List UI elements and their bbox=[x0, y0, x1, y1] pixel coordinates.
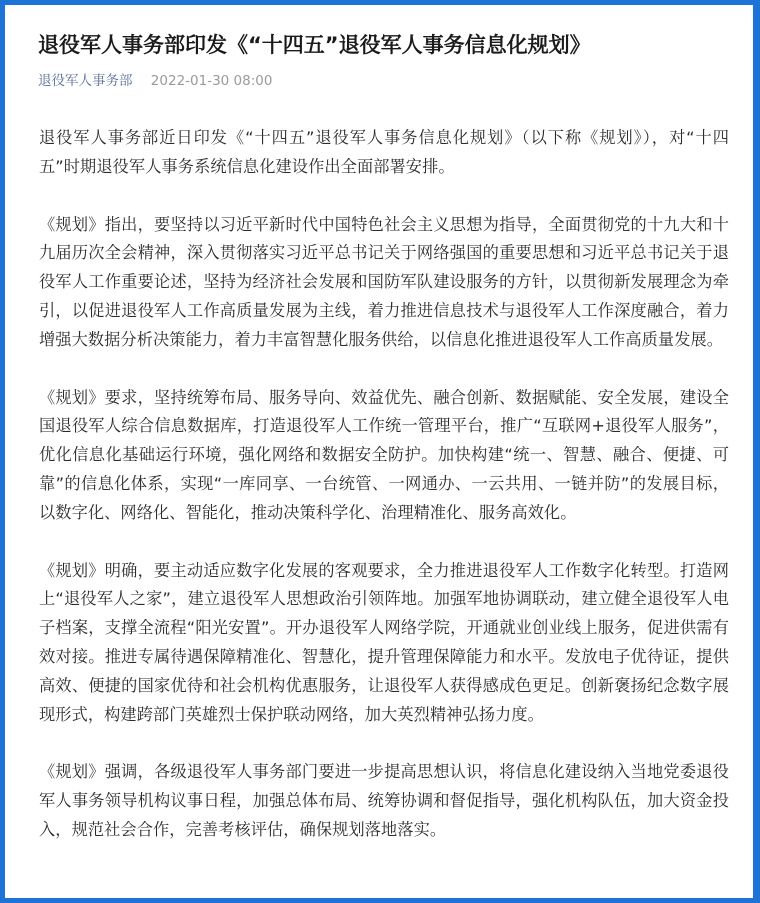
article-card bbox=[5, 5, 753, 898]
article-meta bbox=[38, 71, 272, 91]
paragraph-implementation: 《规划》强调，各级退役军人事务部门要进一步提高思想认识，将信息化建设纳入当地党委退役军人事务领导机构议事日程，加强总体布局、统筹协调和督促指导，强化机构队伍，加大资金投入，规范社会合作，完善考核评估，确保规划落地落实。 bbox=[39, 762, 729, 839]
article-title: 退役军人事务部印发《“十四五”退役军人事务信息化规划》 bbox=[38, 33, 591, 57]
paragraph-guiding-principles: 《规划》指出，要坚持以习近平新时代中国特色社会主义思想为指导，全面贯彻党的十九大和十九届历次全会精神，深入贯彻落实习近平总书记关于网络强国的重要思想和习近平总书记关于退役军人工作重要论述，坚持为经济社会发展和国防军队建设服务的方针，以贯彻新发展理念为牵引，以促进退役军人工作高质量发展为主线，着力推进信息技术与退役军人工作深度融合，着力增强大数据分析决策能力，着力丰富智慧化服务供给，以信息化推进退役军人工作高质量发展。 bbox=[39, 214, 729, 349]
paragraph-intro: 退役军人事务部近日印发《“十四五”退役军人事务信息化规划》（以下称《规划》），对“十四五”时期退役军人事务系统信息化建设作出全面部署安排。 bbox=[39, 128, 729, 176]
paragraph-requirements: 《规划》要求，坚持统筹布局、服务导向、效益优先、融合创新、数据赋能、安全发展，建设全国退役军人综合信息数据库，打造退役军人工作统一管理平台，推广“互联网+退役军人服务”，优化信息化基础运行环境，强化网络和数据安全防护。加快构建“统一、智慧、融合、便捷、可靠”的信息化体系，实现“一库同享、一台统管、一网通办、一云共用、一链并防”的发展目标，以数字化、网络化、智能化，推动决策科学化、治理精准化、服务高效化。 bbox=[39, 387, 729, 522]
paragraph-key-tasks: 《规划》明确，要主动适应数字化发展的客观要求，全力推进退役军人工作数字化转型。打造网上“退役军人之家”，建立退役军人思想政治引领阵地。加强军地协调联动，建立健全退役军人电子档案，支撑全流程“阳光安置”。开办退役军人网络学院，开通就业创业线上服务，促进供需有效对接。推进专属待遇保障精准化、智慧化，提升管理保障能力和水平。发放电子优待证，提供高效、便捷的国家优待和社会机构优惠服务，让退役军人获得感成色更足。创新褒扬纪念数字展现形式，构建跨部门英雄烈士保护联动网络，加大英烈精神弘扬力度。 bbox=[39, 560, 729, 724]
article-publish-date: 2022-01-30 08:00 bbox=[150, 73, 273, 89]
article-body bbox=[39, 124, 729, 874]
article-source-link[interactable]: 退役军人事务部 bbox=[38, 73, 133, 89]
